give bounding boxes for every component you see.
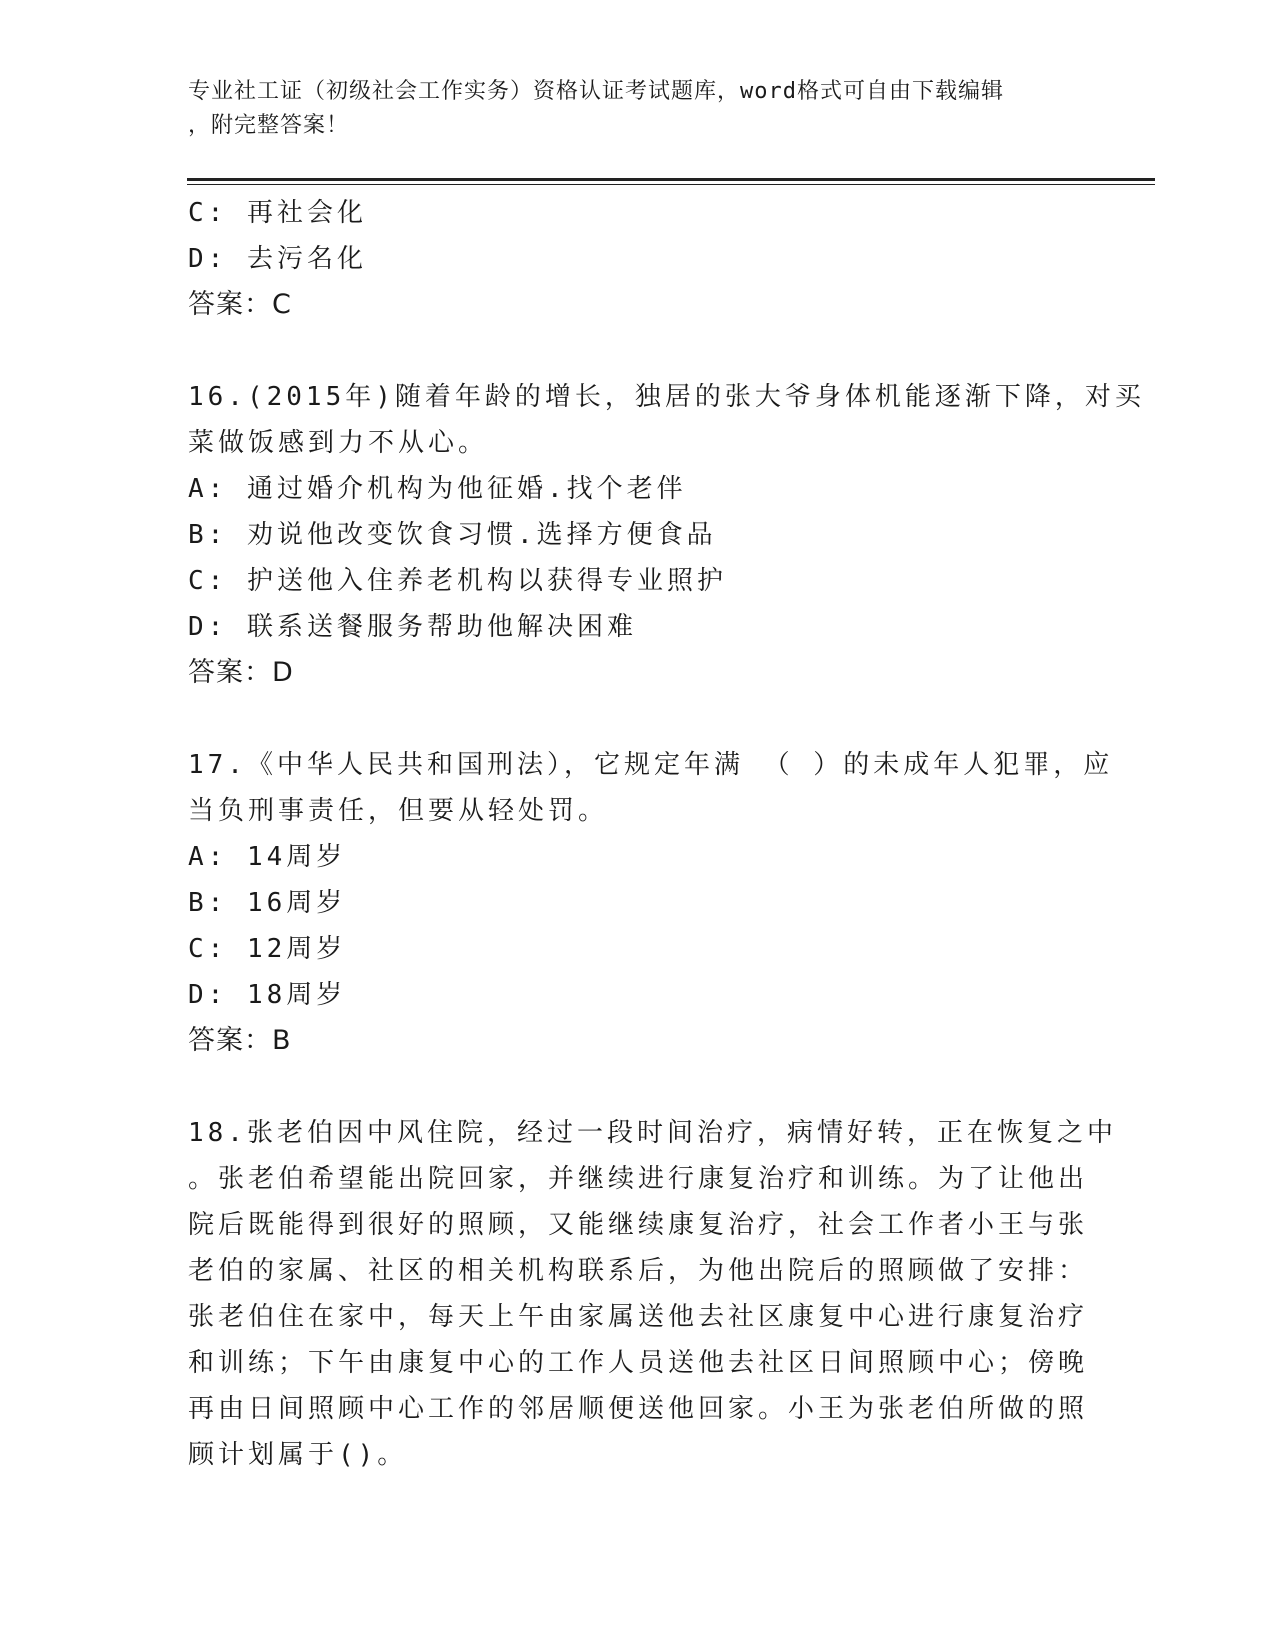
question-stem: 17.《中华人民共和国刑法），它规定年满 （ ）的未成年人犯罪，应 [188, 750, 1114, 780]
question-18 [188, 1110, 1117, 1478]
question-stem: 当负刑事责任，但要从轻处罚。 [188, 796, 609, 826]
question-stem: 菜做饭感到力不从心。 [188, 428, 489, 458]
header-divider-thin [187, 184, 1155, 185]
question-stem: 再由日间照顾中心工作的邻居顺便送他回家。小王为张老伯所做的照 [188, 1394, 1089, 1424]
option-a: A: 通过婚介机构为他征婚.找个老伴 [188, 474, 687, 504]
question-stem: 院后既能得到很好的照顾，又能继续康复治疗，社会工作者小王与张 [188, 1210, 1089, 1240]
option-d: D: 去污名化 [188, 244, 367, 274]
question-stem: 张老伯住在家中，每天上午由家属送他去社区康复中心进行康复治疗 [188, 1302, 1089, 1332]
option-c: C: 再社会化 [188, 198, 367, 228]
question-stem: 顾计划属于()。 [188, 1440, 408, 1470]
header-title-line1: 专业社工证（初级社会工作实务）资格认证考试题库，word格式可自由下载编辑 [188, 79, 1004, 104]
header-title-line2: ，附完整答案！ [188, 113, 350, 138]
answer-label: 答案：B [188, 1025, 292, 1056]
page-header [188, 75, 1088, 143]
option-b: B: 劝说他改变饮食习惯.选择方便食品 [188, 520, 717, 550]
option-c: C: 护送他入住养老机构以获得专业照护 [188, 566, 727, 596]
question-stem: 老伯的家属、社区的相关机构联系后，为他出院后的照顾做了安排： [188, 1256, 1089, 1286]
option-d: D: 18周岁 [188, 980, 347, 1010]
prev-question-block [188, 190, 1068, 328]
document-body [188, 190, 1145, 1478]
answer-label: 答案：C [188, 289, 292, 320]
question-stem: 18.张老伯因中风住院，经过一段时间治疗，病情好转，正在恢复之中 [188, 1118, 1117, 1148]
option-b: B: 16周岁 [188, 888, 347, 918]
header-divider-thick [187, 178, 1155, 181]
option-c: C: 12周岁 [188, 934, 347, 964]
answer-label: 答案：D [188, 657, 294, 688]
question-stem: 16.(2015年)随着年龄的增长，独居的张大爷身体机能逐渐下降，对买 [188, 382, 1145, 412]
option-d: D: 联系送餐服务帮助他解决困难 [188, 612, 637, 642]
question-stem: 和训练；下午由康复中心的工作人员送他去社区日间照顾中心；傍晚 [188, 1348, 1089, 1378]
question-stem: 。张老伯希望能出院回家，并继续进行康复治疗和训练。为了让他出 [188, 1164, 1089, 1194]
question-16 [188, 374, 1145, 696]
option-a: A: 14周岁 [188, 842, 347, 872]
question-17 [188, 742, 1114, 1064]
